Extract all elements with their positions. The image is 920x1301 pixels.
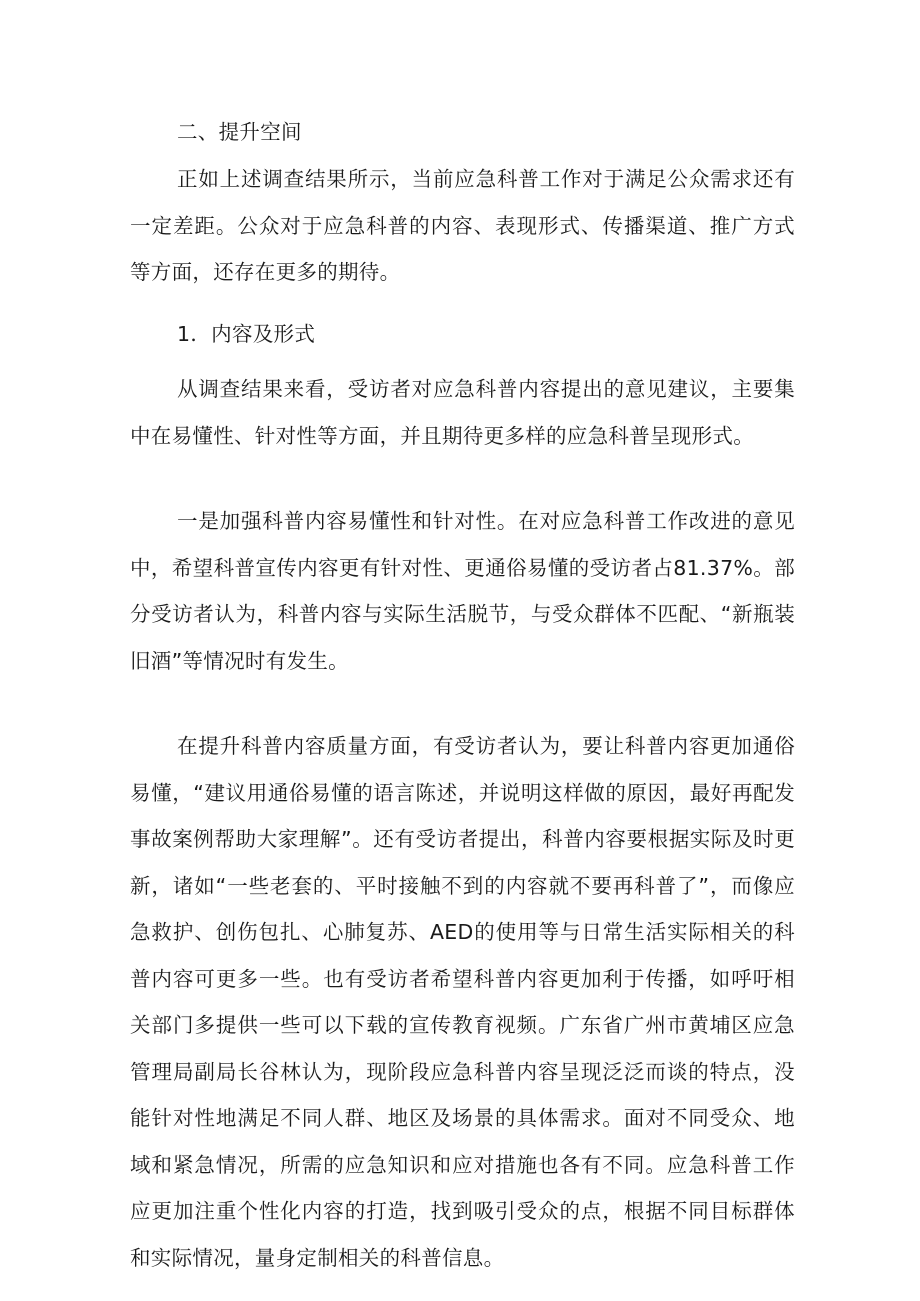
- paragraph-survey-results: 从调查结果来看，受访者对应急科普内容提出的意见建议，主要集中在易懂性、针对性等方面，并且期待更多样的应急科普呈现形式。: [130, 377, 795, 448]
- paragraph-quality: 在提升科普内容质量方面，有受访者认为，要让科普内容更加通俗易懂，“建议用通俗易懂的语言陈述，并说明这样做的原因，最好再配发事故案例帮助大家理解”。还有受访者提出，科普内容要根据实际及时更新，诸如“一些老套的、平时接触不到的内容就不要再科普了”，而像应急救护、创伤包扎、心肺复苏、AED的使用等与日常生活实际相关的科普内容可更多一些。也有受访者希望科普内容更加利于传播，如呼吁相关部门多提供一些可以下载的宣传教育视频。广东省广州市黄埔区应急管理局副局长谷林认为，现阶段应急科普内容呈现泛泛而谈的特点，没能针对性地满足不同人群、地区及场景的具体需求。面对不同受众、地域和紧急情况，所需的应急知识和应对措施也各有不同。应急科普工作应更加注重个性化内容的打造，找到吸引受众的点，根据不同目标群体和实际情况，量身定制相关的科普信息。: [130, 734, 795, 1270]
- subsection-heading: 1．内容及形式: [177, 322, 316, 346]
- section-heading: 二、提升空间: [177, 120, 302, 144]
- paragraph-accessibility: 一是加强科普内容易懂性和针对性。在对应急科普工作改进的意见中，希望科普宣传内容更有针对性、更通俗易懂的受访者占81.37%。部分受访者认为，科普内容与实际生活脱节，与受众群体不匹配、“新瓶装旧酒”等情况时有发生。: [130, 509, 795, 673]
- intro-paragraph: 正如上述调查结果所示，当前应急科普工作对于满足公众需求还有一定差距。公众对于应急科普的内容、表现形式、传播渠道、推广方式等方面，还存在更多的期待。: [130, 167, 795, 284]
